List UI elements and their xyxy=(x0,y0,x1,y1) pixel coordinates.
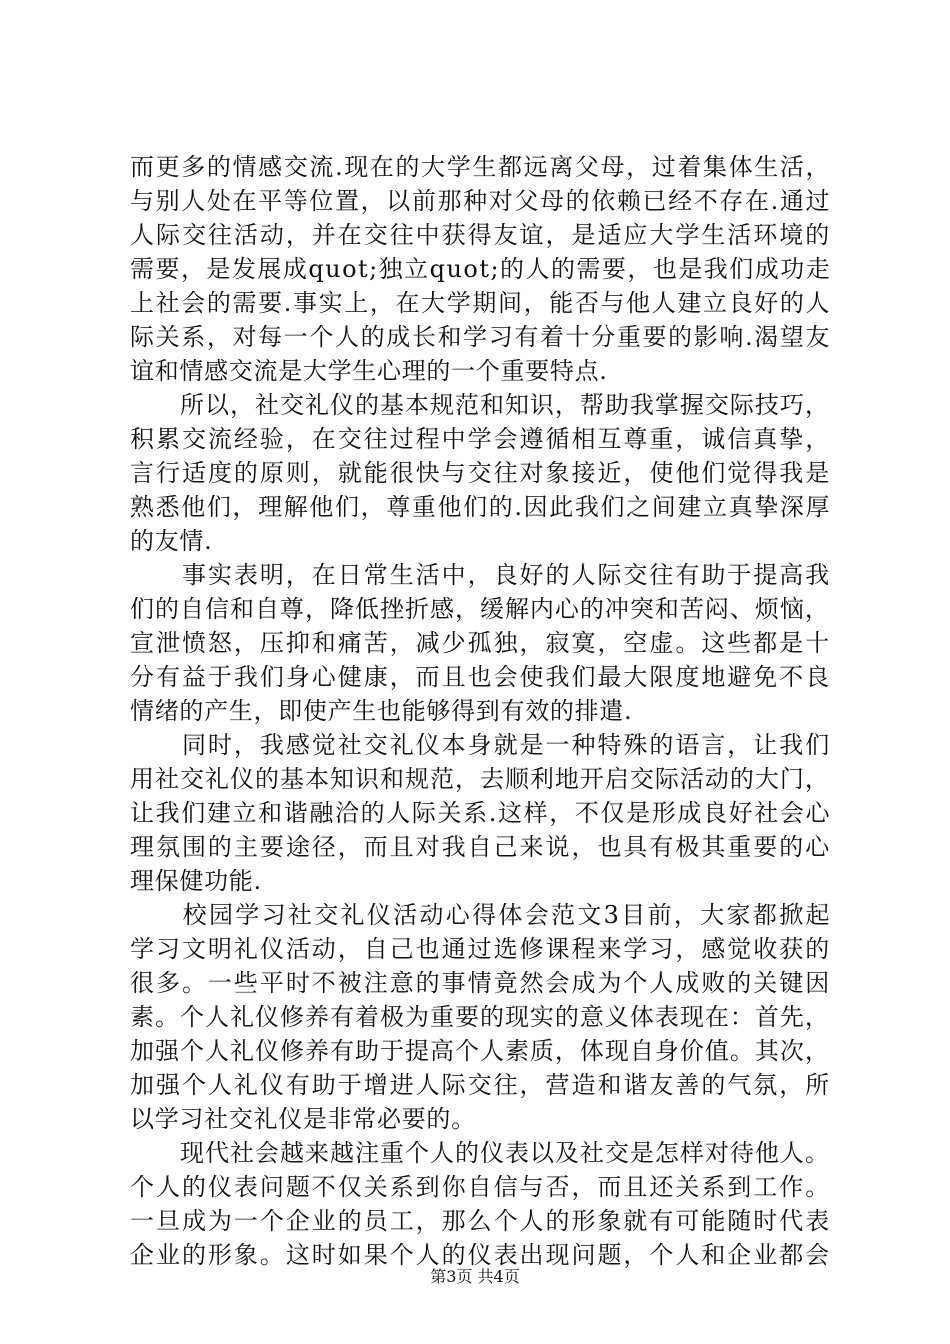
text-line: 际关系，对每一个人的成长和学习有着十分重要的影响.渴望友 xyxy=(130,323,832,351)
text-line: 们的自信和自尊，降低挫折感，缓解内心的冲突和苦闷、烦恼， xyxy=(130,595,830,623)
text-line: 很多。一些平时不被注意的事情竟然会成为个人成败的关键因 xyxy=(130,969,832,997)
text-line: 积累交流经验，在交往过程中学会遵循相互尊重，诚信真挚， xyxy=(130,425,832,453)
text-line: 素。个人礼仪修养有着极为重要的现实的意义体表现在：首先， xyxy=(130,1003,830,1031)
text-line: 上社会的需要.事实上，在大学期间，能否与他人建立良好的人 xyxy=(130,289,832,317)
text-line: 校园学习社交礼仪活动心得体会范文3目前，大家都掀起 xyxy=(130,901,832,929)
text-line: 理保健功能. xyxy=(130,867,262,895)
text-line: 理氛围的主要途径，而且对我自己来说，也具有极其重要的心 xyxy=(130,833,832,861)
text-line: 情绪的产生，即使产生也能够得到有效的排遣. xyxy=(130,697,633,725)
page-footer: 第3页 共4页 xyxy=(430,1267,520,1286)
text-line: 与别人处在平等位置，以前那种对父母的依赖已经不存在.通过 xyxy=(130,187,832,215)
text-line: 让我们建立和谐融洽的人际关系.这样，不仅是形成良好社会心 xyxy=(130,799,832,827)
text-line: 谊和情感交流是大学生心理的一个重要特点. xyxy=(130,357,608,385)
text-line: 熟悉他们，理解他们，尊重他们的.因此我们之间建立真挚深厚 xyxy=(130,493,832,521)
text-line: 事实表明，在日常生活中，良好的人际交往有助于提高我 xyxy=(130,561,832,589)
text-line: 需要，是发展成quot;独立quot;的人的需要，也是我们成功走 xyxy=(130,255,832,283)
text-line: 宣泄愤怒，压抑和痛苦，减少孤独，寂寞，空虚。这些都是十 xyxy=(130,629,832,657)
text-line: 的友情. xyxy=(130,527,213,555)
text-line: 以学习社交礼仪是非常必要的。 xyxy=(130,1105,476,1133)
text-line: 所以，社交礼仪的基本规范和知识，帮助我掌握交际技巧， xyxy=(130,391,830,419)
text-line: 同时，我感觉社交礼仪本身就是一种特殊的语言，让我们 xyxy=(130,731,832,759)
text-line: 学习文明礼仪活动，自己也通过选修课程来学习，感觉收获的 xyxy=(130,935,832,963)
text-line: 加强个人礼仪修养有助于提高个人素质，体现自身价值。其次， xyxy=(130,1037,830,1065)
text-line: 而更多的情感交流.现在的大学生都远离父母，过着集体生活， xyxy=(130,153,832,181)
text-line: 个人的仪表问题不仅关系到你自信与否，而且还关系到工作。 xyxy=(130,1173,832,1201)
body-text xyxy=(130,150,830,1272)
text-line: 加强个人礼仪有助于增进人际交往，营造和谐友善的气氛，所 xyxy=(130,1071,832,1099)
text-line: 用社交礼仪的基本知识和规范，去顺利地开启交际活动的大门， xyxy=(130,765,830,793)
text-line: 现代社会越来越注重个人的仪表以及社交是怎样对待他人。 xyxy=(130,1139,830,1167)
text-line: 一旦成为一个企业的员工，那么个人的形象就有可能随时代表 xyxy=(130,1207,832,1235)
text-line: 分有益于我们身心健康，而且也会使我们最大限度地避免不良 xyxy=(130,663,832,691)
text-line: 言行适度的原则，就能很快与交往对象接近，使他们觉得我是 xyxy=(130,459,832,487)
text-line: 企业的形象。这时如果个人的仪表出现问题，个人和企业都会 xyxy=(130,1241,832,1269)
text-line: 人际交往活动，并在交往中获得友谊，是适应大学生活环境的 xyxy=(130,221,832,249)
